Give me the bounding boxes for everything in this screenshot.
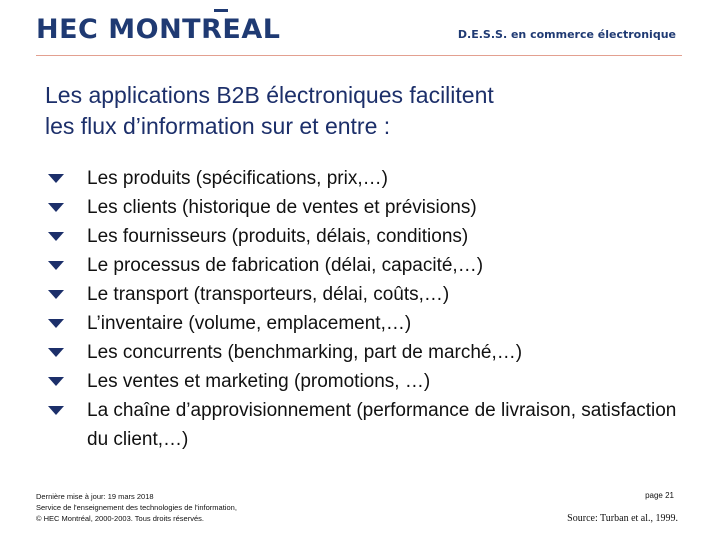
logo-text: HEC MONTREAL [36, 14, 281, 45]
footer-service: Service de l'enseignement des technologies de l'information, [36, 503, 237, 512]
triangle-bullet-icon [48, 174, 64, 183]
bullet-item [45, 367, 695, 396]
triangle-bullet-icon [48, 348, 64, 357]
bullet-text: Le processus de fabrication (délai, capacité,…) [87, 255, 484, 276]
hec-montreal-logo [36, 14, 280, 45]
bullet-list [45, 164, 695, 454]
bullet-item [45, 222, 695, 251]
footer-copyright: © HEC Montréal, 2000-2003. Tous droits réservés. [36, 514, 204, 523]
header-divider [36, 55, 682, 56]
bullet-text: Les concurrents (benchmarking, part de marché,…) [87, 342, 523, 363]
bullet-item [45, 338, 695, 367]
footer-last-update: Dernière mise à jour: 19 mars 2018 [36, 492, 154, 501]
logo-accent-mark [214, 9, 228, 12]
bullet-item [45, 251, 695, 280]
bullet-text: Les clients (historique de ventes et prévisions) [87, 197, 477, 218]
triangle-bullet-icon [48, 232, 64, 241]
bullet-text: La chaîne d’approvisionnement (performance de livraison, satisfaction du client,…) [87, 400, 677, 450]
bullet-text: Le transport (transporteurs, délai, coûts,…) [87, 284, 450, 305]
triangle-bullet-icon [48, 203, 64, 212]
triangle-bullet-icon [48, 261, 64, 270]
triangle-bullet-icon [48, 290, 64, 299]
slide-title [45, 80, 685, 142]
bullet-text: Les produits (spécifications, prix,…) [87, 168, 388, 189]
bullet-text: L’inventaire (volume, emplacement,…) [87, 313, 412, 334]
bullet-item [45, 280, 695, 309]
footer-notice [36, 491, 237, 524]
triangle-bullet-icon [48, 319, 64, 328]
bullet-text: Les ventes et marketing (promotions, …) [87, 371, 431, 392]
bullet-item [45, 396, 695, 454]
slide-title-line-2: les flux d’information sur et entre : [45, 113, 391, 139]
bullet-item [45, 309, 695, 338]
source-citation: Source: Turban et al., 1999. [567, 513, 678, 524]
bullet-item [45, 164, 695, 193]
slide-title-line-1: Les applications B2B électroniques facilitent [45, 82, 494, 108]
triangle-bullet-icon [48, 406, 64, 415]
program-name: D.E.S.S. en commerce électronique [457, 28, 676, 41]
page-number: page 21 [645, 491, 674, 500]
bullet-text: Les fournisseurs (produits, délais, conditions) [87, 226, 469, 247]
triangle-bullet-icon [48, 377, 64, 386]
bullet-item [45, 193, 695, 222]
